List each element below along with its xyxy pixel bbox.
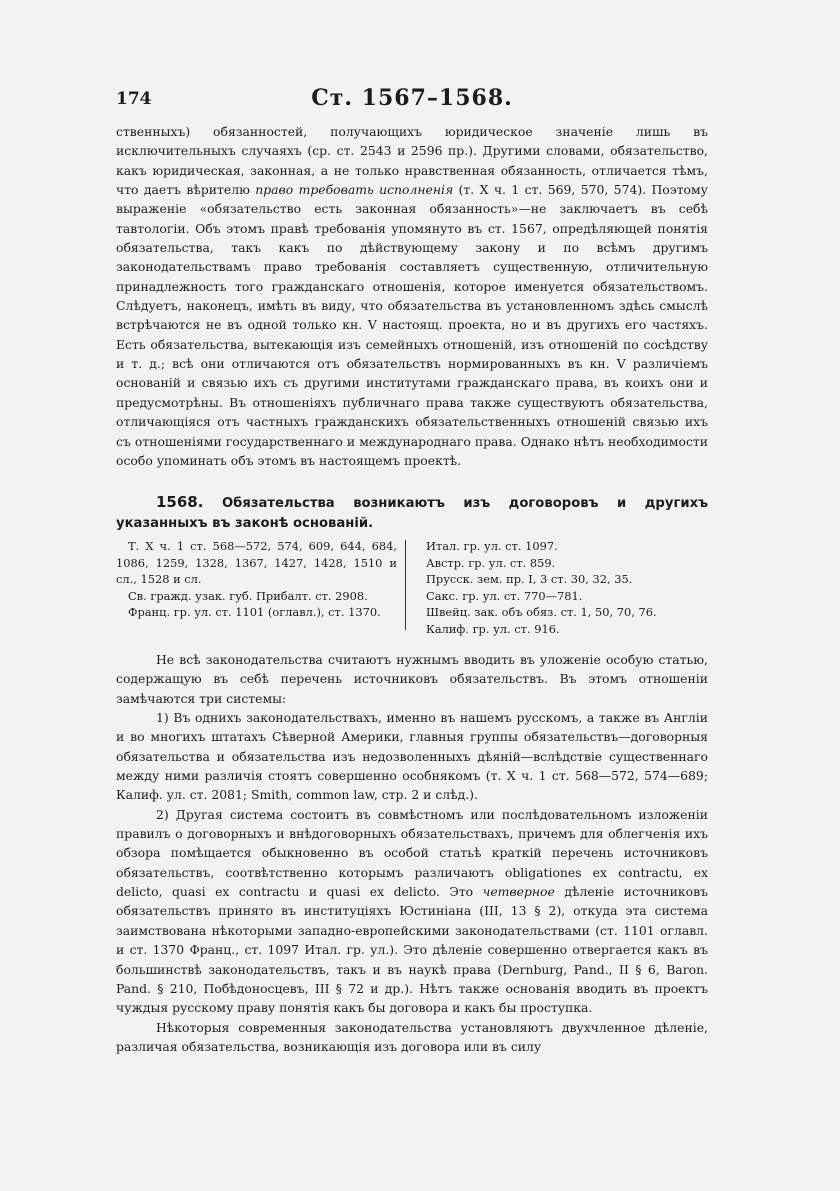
reference-item: Прусск. зем. пр. I, 3 ст. 30, 32, 35. bbox=[426, 572, 633, 587]
reference-item: Швейц. зак. объ обяз. ст. 1, 50, 70, 76. bbox=[426, 605, 657, 620]
paragraph-3-text-rest: дѣленіе источниковъ обязательствъ принято въ институціяхъ Юстиніана (III, 13 § 2), откуда эта система заимствована нѣкоторыми западно-европейскими законодательствами (ст. 1101 оглавл. и ст. 1370 Франц., ст. 1097 Итал. гр. ул.). Это дѣленіе совершенно отвергается какъ въ большинствѣ законодательствъ, такъ и въ наукѣ права (Dernburg, Pand., II § 6, Baron. Pand. § 210, Побѣдоносцевъ, III § 72 и др.). Нѣтъ также основанія вводить въ проектъ чуждыя русскому праву понятія какъ бы договора и какъ бы проступка. bbox=[116, 884, 708, 1016]
article-commentary bbox=[116, 650, 708, 1056]
article-heading bbox=[116, 492, 708, 534]
commentary-paragraph-3 bbox=[116, 805, 708, 1018]
references-left-column bbox=[116, 538, 397, 621]
page-number: 174 bbox=[116, 89, 152, 109]
reference-item: Австр. гр. ул. ст. 859. bbox=[426, 555, 556, 570]
reference-item: Т. X ч. 1 ст. 568—572, 574, 609, 644, 684, 1086, 1259, 1328, 1367, 1427, 1428, 1510 и сл., 1528 и сл. bbox=[116, 539, 397, 587]
commentary-paragraph-1: Не всѣ законодательства считаютъ нужнымъ вводить въ уложеніе особую статью, содержащую въ себѣ перечень источниковъ обязательствъ. Въ этомъ отношеніи замѣчаются три системы: bbox=[116, 652, 708, 706]
running-title: Ст. 1567–1568. bbox=[311, 85, 513, 111]
paragraph-3-text: 2) Другая система состоитъ въ совмѣстномъ или послѣдовательномъ изложеніи правилъ о договорныхъ и внѣдоговорныхъ обязательствахъ, причемъ для облегченія ихъ обзора помѣщается обыкновенно въ особой статьѣ краткій перечень источниковъ обязательствъ, соотвѣтственно которымъ различаютъ obligationes ex contractu, ex delicto, quasi ex contractu и quasi ex delicto. Это bbox=[116, 806, 708, 900]
intro-paragraph bbox=[116, 122, 708, 470]
article-number: 1568. bbox=[156, 493, 204, 511]
reference-item: Сакс. гр. ул. ст. 770—781. bbox=[426, 588, 583, 603]
paragraph-3-emphasis: четверное bbox=[482, 884, 555, 900]
commentary-paragraph-2: 1) Въ однихъ законодательствахъ, именно въ нашемъ русскомъ, а также въ Англіи и во многихъ штатахъ Сѣверной Америки, главныя группы обязательствъ—договорныя обязательства и обязательства изъ недозволенныхъ дѣяній—вслѣдствіе существеннаго между ними различія стоятъ совершенно особнякомъ (т. X ч. 1 ст. 568—572, 574—689; Калиф. ул. ст. 2081; Smith, common law, стр. 2 и слѣд.). bbox=[116, 710, 708, 803]
intro-text-rest: (т. X ч. 1 ст. 569, 570, 574). Поэтому выраженіе «обязательство есть законная обязанность»—не заключаетъ въ себѣ тавтологіи. Объ этомъ правѣ требованія упомянуто въ ст. 1567, опредѣляющей понятія обязательства, такъ какъ по дѣйствующему закону и по всѣмъ другимъ законодательствамъ право требованія составляетъ существенную, отличительную принадлежность того гражданскаго отношенія, которое именуется обязательствомъ. Слѣдуетъ, наконецъ, имѣть въ виду, что обязательства въ установленномъ здѣсь смыслѣ встрѣчаются не въ одной только кн. V настоящ. проекта, но и въ другихъ его частяхъ. Есть обязательства, вытекающія изъ семейныхъ отношеній, изъ отношеній по сосѣдству и т. д.; всѣ они отличаются отъ обязательствъ нормированныхъ въ кн. V различіемъ основаній и связью ихъ съ другими институтами гражданскаго права, въ коихъ они и предусмотрѣны. Въ отношеніяхъ публичнаго права также существуютъ обязательства, отличающіяся отъ частныхъ гражданскихъ обязательственныхъ отношеній связью ихъ съ отношеніями государственнаго и международнаго права. Однако нѣтъ необходимости особо упоминать объ этомъ въ настоящемъ проектѣ. bbox=[116, 182, 708, 468]
reference-item: Итал. гр. ул. ст. 1097. bbox=[426, 539, 558, 553]
commentary-paragraph-4: Нѣкоторыя современныя законодательства установляютъ двухчленное дѣленіе, различая обязательства, возникающія изъ договора или въ силу bbox=[116, 1019, 708, 1054]
intro-emphasis: право требовать исполненія bbox=[255, 182, 454, 198]
intro-text: ственныхъ) обязанностей, получающихъ юридическое значеніе лишь въ исключительныхъ случаяхъ (ср. ст. 2543 и 2596 пр.). Другими словами, обязательство, какъ юридическая, законная, а не только нравственная обязанность, отличается тѣмъ, что даетъ вѣрителю bbox=[116, 124, 708, 198]
reference-item: Св. гражд. узак. губ. Прибалт. ст. 2908. bbox=[128, 588, 368, 603]
reference-item: Калиф. гр. ул. ст. 916. bbox=[426, 621, 560, 636]
page-header bbox=[116, 85, 708, 113]
reference-item: Франц. гр. ул. ст. 1101 (оглавл.), ст. 1370. bbox=[128, 605, 381, 620]
column-divider bbox=[405, 540, 406, 630]
article-title: Обязательства возникаютъ изъ договоровъ и другихъ указанныхъ въ законѣ основаній. bbox=[116, 496, 708, 531]
references-right-column bbox=[414, 538, 708, 638]
references-block bbox=[116, 538, 708, 646]
